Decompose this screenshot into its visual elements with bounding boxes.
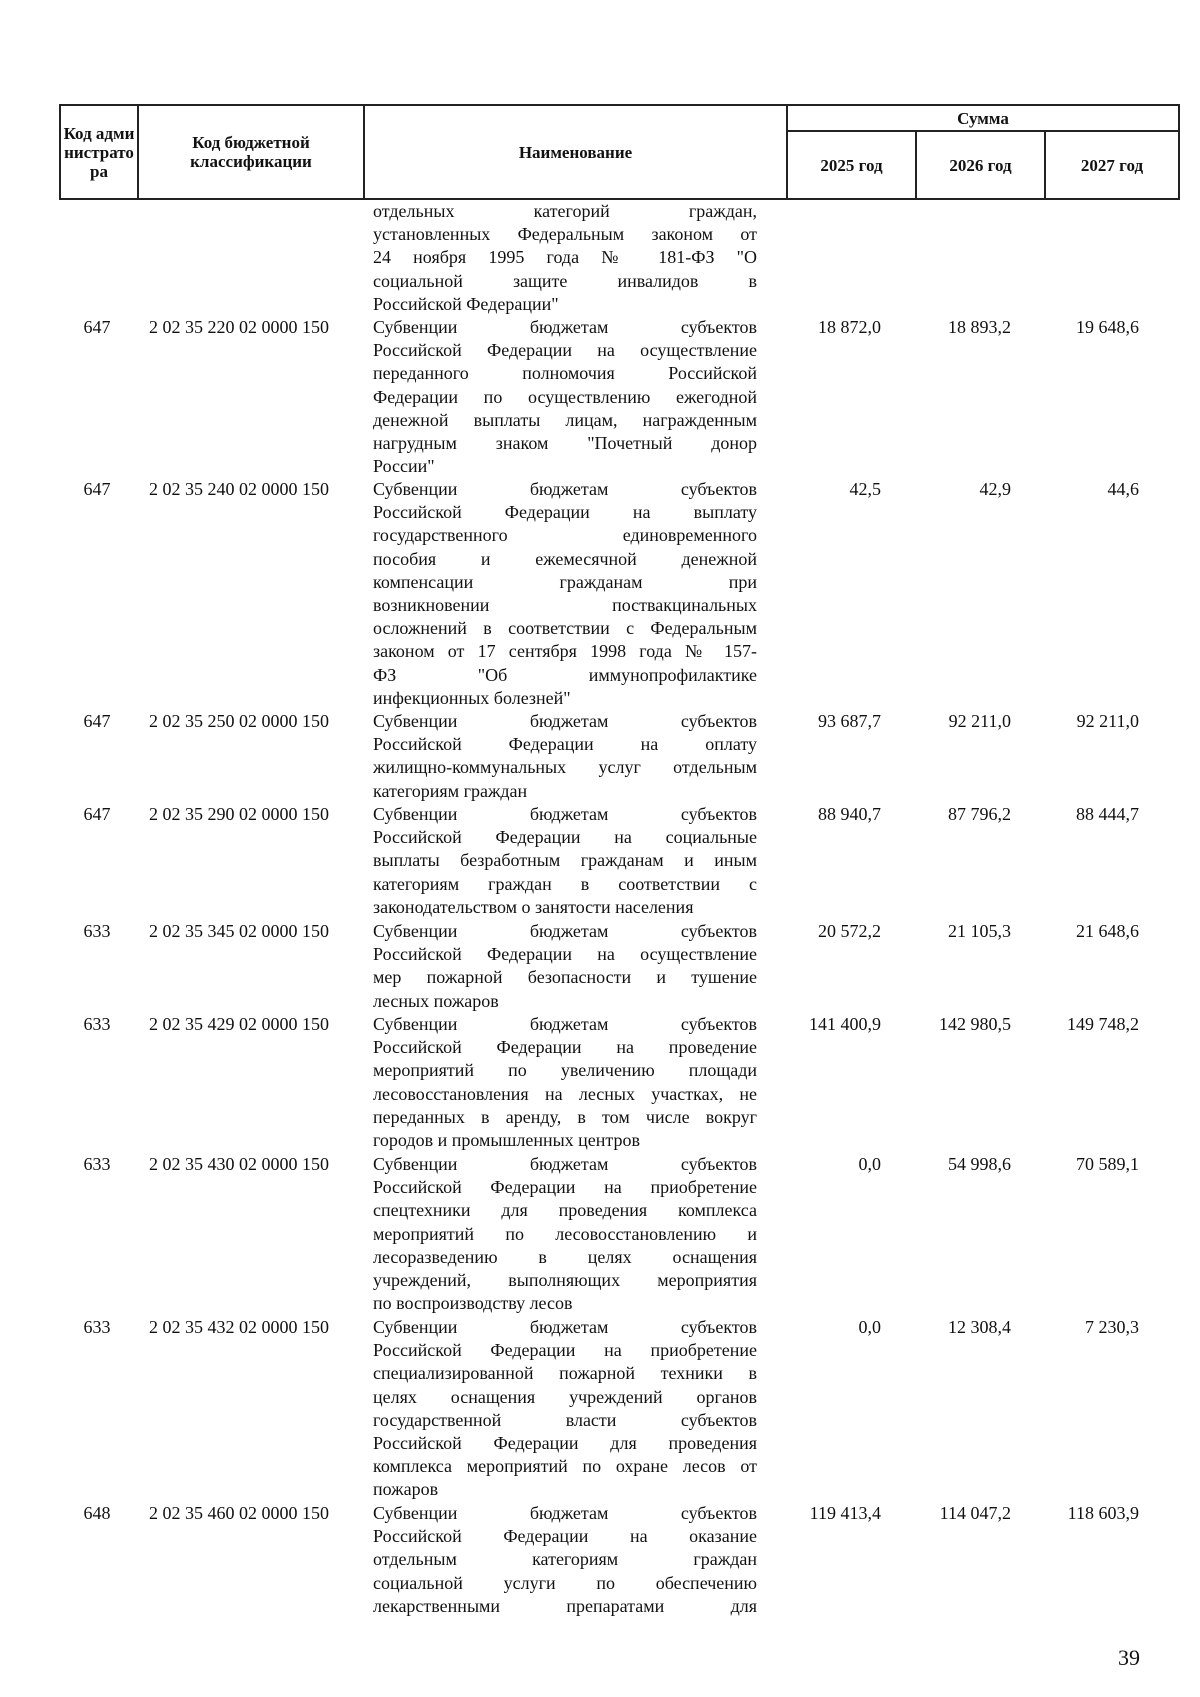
name-line: Российской Федерации на оплату xyxy=(373,734,757,755)
admin-code: 633 xyxy=(83,921,111,941)
name-line: переданных в аренду, в том числе вокруг xyxy=(373,1106,757,1127)
name-line: Субвенции бюджетам субъектов xyxy=(373,711,757,731)
name-line: категориям граждан xyxy=(373,780,528,801)
name-line: мероприятий по лесовосстановлению и xyxy=(373,1223,757,1244)
table-header xyxy=(59,104,1180,200)
sum-2027: 7 230,3 xyxy=(1085,1317,1139,1337)
name-line: государственной власти субъектов xyxy=(373,1409,757,1430)
name-line: Субвенции бюджетам субъектов xyxy=(373,1014,757,1034)
header-sum: Сумма xyxy=(957,108,1009,128)
admin-code: 647 xyxy=(83,804,111,824)
name-line: Субвенции бюджетам субъектов xyxy=(373,1154,757,1174)
sum-2027: 118 603,9 xyxy=(1067,1503,1139,1523)
sum-2026: 87 796,2 xyxy=(948,804,1011,824)
name-line: мероприятий по увеличению площади xyxy=(373,1060,757,1081)
name-line: возникновении поствакцинальных xyxy=(373,594,757,615)
name-line: Российской Федерации на проведение xyxy=(373,1037,757,1058)
name-line: законодательством о занятости населения xyxy=(373,896,694,917)
name-line: специализированной пожарной техники в xyxy=(373,1363,757,1384)
sum-2025: 18 872,0 xyxy=(818,317,881,337)
admin-code: 633 xyxy=(83,1154,111,1174)
name-line: России" xyxy=(373,456,435,477)
budget-code: 2 02 35 290 02 0000 150 xyxy=(149,804,329,824)
name-line: лесовосстановления на лесных участках, не xyxy=(373,1083,757,1104)
name-line: учреждений, выполняющих мероприятия xyxy=(373,1269,757,1290)
name-line: установленных Федеральным законом от xyxy=(373,224,757,245)
name-line: осложнений в соответствии с Федеральным xyxy=(373,618,757,639)
sum-2027: 92 211,0 xyxy=(1076,711,1139,731)
sum-2026: 114 047,2 xyxy=(939,1503,1011,1523)
name-line: инфекционных болезней" xyxy=(373,687,571,708)
name-line: денежной выплаты лицам, награжденным xyxy=(373,409,757,430)
sum-2026: 42,9 xyxy=(979,479,1011,499)
sum-2025: 20 572,2 xyxy=(818,921,881,941)
name-line: городов и промышленных центров xyxy=(373,1129,641,1150)
name-line: лесоразведению в целях оснащения xyxy=(373,1246,757,1267)
name-line: Субвенции бюджетам субъектов xyxy=(373,921,757,941)
sum-2026: 142 980,5 xyxy=(939,1014,1011,1034)
name-line: пособия и ежемесячной денежной xyxy=(373,548,757,569)
name-line: Российской Федерации на приобретение xyxy=(373,1177,757,1198)
budget-code: 2 02 35 432 02 0000 150 xyxy=(149,1317,329,1337)
sum-2027: 19 648,6 xyxy=(1076,317,1139,337)
row-name xyxy=(373,316,757,478)
row-name xyxy=(373,1316,757,1502)
sum-2025: 93 687,7 xyxy=(818,711,881,731)
name-line: Российской Федерации на осуществление xyxy=(373,944,757,965)
name-line: государственного единовременного xyxy=(373,525,757,546)
sum-2026: 12 308,4 xyxy=(948,1317,1011,1337)
sum-2026: 18 893,2 xyxy=(948,317,1011,337)
name-line: Субвенции бюджетам субъектов xyxy=(373,479,757,499)
admin-code: 647 xyxy=(83,711,111,731)
name-line: социальной услуги по обеспечению xyxy=(373,1572,757,1593)
sum-2025: 88 940,7 xyxy=(818,804,881,824)
page-number: 39 xyxy=(1118,1645,1140,1670)
sum-2026: 54 998,6 xyxy=(948,1154,1011,1174)
name-line: 24 ноября 1995 года № 181-ФЗ "О xyxy=(373,247,757,268)
name-line: спецтехники для проведения комплекса xyxy=(373,1200,757,1221)
name-line: Федерации по осуществлению ежегодной xyxy=(373,386,757,407)
name-line: мер пожарной безопасности и тушение xyxy=(373,967,757,988)
name-line: комплекса мероприятий по охране лесов от xyxy=(373,1456,757,1477)
header-year-2027: 2027 год xyxy=(1080,155,1144,175)
budget-code: 2 02 35 430 02 0000 150 xyxy=(149,1154,329,1174)
name-line: Субвенции бюджетам субъектов xyxy=(373,1317,757,1337)
budget-code: 2 02 35 240 02 0000 150 xyxy=(149,479,329,499)
name-line: целях оснащения учреждений органов xyxy=(373,1386,757,1407)
header-admin-code: Код администратора xyxy=(63,123,135,181)
name-line: лекарственными препаратами для xyxy=(373,1595,757,1616)
name-line: Субвенции бюджетам субъектов xyxy=(373,1503,757,1523)
name-line: переданного полномочия Российской xyxy=(373,363,757,384)
name-line: отдельным категориям граждан xyxy=(373,1549,757,1570)
name-line: лесных пожаров xyxy=(373,990,499,1011)
sum-2026: 92 211,0 xyxy=(948,711,1011,731)
name-line: компенсации гражданам при xyxy=(373,571,757,592)
row-name xyxy=(373,1153,757,1315)
sum-2027: 88 444,7 xyxy=(1076,804,1139,824)
name-line: по воспроизводству лесов xyxy=(373,1293,573,1314)
sum-2027: 44,6 xyxy=(1107,479,1139,499)
name-line: жилищно-коммунальных услуг отдельным xyxy=(373,757,757,778)
name-line: Субвенции бюджетам субъектов xyxy=(373,317,757,337)
budget-code: 2 02 35 220 02 0000 150 xyxy=(149,317,329,337)
name-line: выплаты безработным гражданам и иным xyxy=(373,850,757,871)
sum-2027: 70 589,1 xyxy=(1076,1154,1139,1174)
sum-2027: 149 748,2 xyxy=(1067,1014,1139,1034)
name-line: Российской Федерации на осуществление xyxy=(373,340,757,361)
name-line: Российской Федерации на оказание xyxy=(373,1526,757,1547)
row-name xyxy=(373,1502,757,1618)
row-name xyxy=(373,1013,757,1152)
admin-code: 647 xyxy=(83,479,111,499)
name-line: социальной защите инвалидов в xyxy=(373,270,757,291)
sum-2027: 21 648,6 xyxy=(1076,921,1139,941)
row-name xyxy=(373,803,757,919)
name-line: Российской Федерации на социальные xyxy=(373,827,757,848)
budget-code: 2 02 35 460 02 0000 150 xyxy=(149,1503,329,1523)
row-name xyxy=(373,710,757,803)
sum-2025: 141 400,9 xyxy=(809,1014,881,1034)
header-name: Наименование xyxy=(518,142,633,162)
sum-2026: 21 105,3 xyxy=(948,921,1011,941)
admin-code: 647 xyxy=(83,317,111,337)
admin-code: 633 xyxy=(83,1014,111,1034)
admin-code: 633 xyxy=(83,1317,111,1337)
name-line: пожаров xyxy=(373,1479,439,1500)
name-line: Российской Федерации" xyxy=(373,293,559,314)
row-name xyxy=(373,200,757,316)
header-year-2026: 2026 год xyxy=(949,155,1012,175)
budget-code: 2 02 35 429 02 0000 150 xyxy=(149,1014,329,1034)
name-line: нагрудным знаком "Почетный донор xyxy=(373,432,757,453)
name-line: Российской Федерации для проведения xyxy=(373,1432,757,1453)
row-name xyxy=(373,478,757,710)
sum-2025: 119 413,4 xyxy=(809,1503,881,1523)
admin-code: 648 xyxy=(83,1503,111,1523)
sum-2025: 42,5 xyxy=(849,479,881,499)
name-line: категориям граждан в соответствии с xyxy=(373,873,757,894)
name-line: Российской Федерации на выплату xyxy=(373,502,757,523)
header-year-2025: 2025 год xyxy=(820,155,883,175)
sum-2025: 0,0 xyxy=(858,1317,881,1337)
name-line: ФЗ "Об иммунопрофилактике xyxy=(373,664,757,685)
name-line: Субвенции бюджетам субъектов xyxy=(373,804,757,824)
name-line: Российской Федерации на приобретение xyxy=(373,1340,757,1361)
name-line: законом от 17 сентября 1998 года № 157- xyxy=(373,641,757,662)
sum-2025: 0,0 xyxy=(858,1154,881,1174)
name-line: отдельных категорий граждан, xyxy=(373,201,757,221)
budget-code: 2 02 35 250 02 0000 150 xyxy=(149,711,329,731)
budget-code: 2 02 35 345 02 0000 150 xyxy=(149,921,329,941)
header-budget-code: Код бюджетной классификации xyxy=(190,133,312,171)
row-name xyxy=(373,920,757,1013)
